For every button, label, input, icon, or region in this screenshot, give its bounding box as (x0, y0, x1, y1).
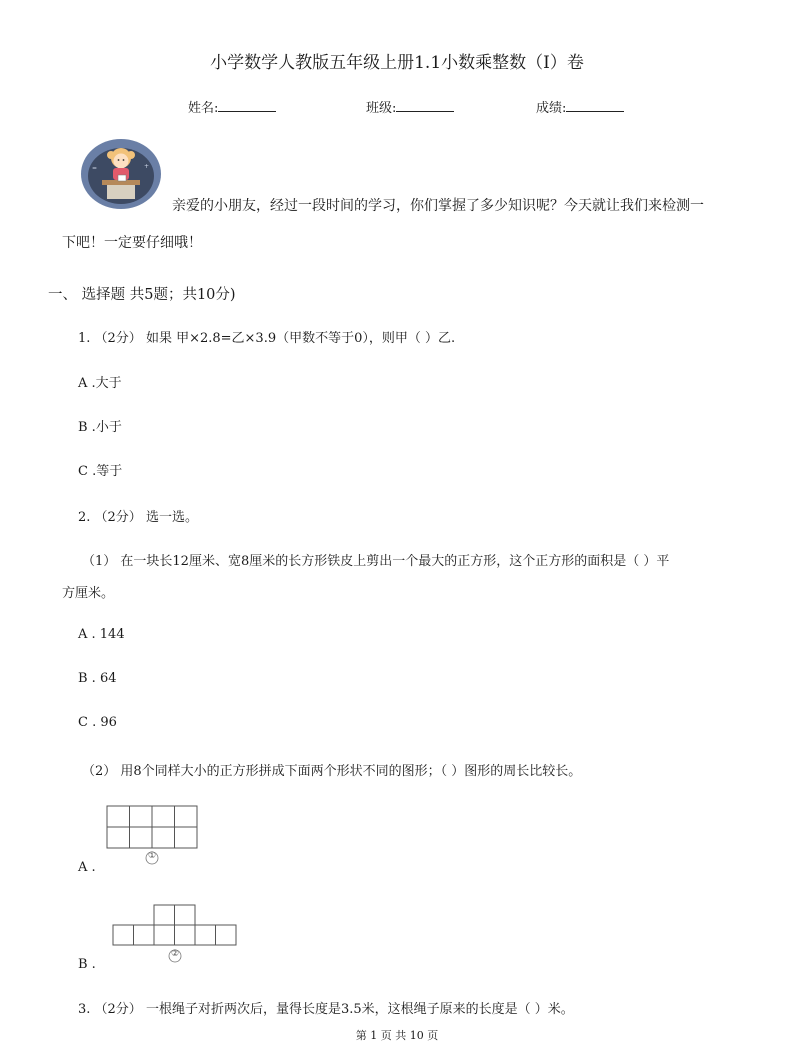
class-label: 班级: (366, 101, 397, 116)
score-blank[interactable] (566, 99, 624, 112)
question-2-stem: 2. （2分） 选一选。 (78, 510, 198, 525)
student-illustration (80, 138, 162, 210)
q1-option-a[interactable]: A .大于 (78, 376, 122, 391)
figure-2-label: ② (170, 949, 180, 959)
q1-option-c[interactable]: C .等于 (78, 464, 123, 479)
score-field[interactable] (536, 97, 624, 116)
svg-text:+: + (144, 163, 150, 170)
class-field[interactable] (366, 97, 454, 116)
question-3-stem: 3. （2分） 一根绳子对折两次后，量得长度是3.5米，这根绳子原来的长度是（ ）米。 (78, 1002, 574, 1017)
intro-line-2: 下吧！一定要仔细哦！ (62, 235, 202, 251)
q1-option-b[interactable]: B .小于 (78, 420, 122, 435)
section-heading-choice: 一、 选择题 共5题；共10分) (48, 287, 236, 303)
question-1-stem: 1. （2分） 如果 甲×2.8=乙×3.9（甲数不等于0），则甲（ ）乙. (78, 331, 456, 346)
intro-line-1: 亲爱的小朋友，经过一段时间的学习，你们掌握了多少知识呢？今天就让我们来检测一 (172, 198, 704, 214)
svg-text:=: = (92, 165, 98, 172)
q2-sub2-option-b[interactable]: B . (78, 957, 96, 972)
q2-sub1-line-1: （1） 在一块长12厘米、宽8厘米的长方形铁皮上剪出一个最大的正方形，这个正方形的面积是（ ）平 (82, 554, 670, 569)
page-title: 小学数学人教版五年级上册1.1小数乘整数（I）卷 (210, 53, 584, 73)
name-label: 姓名: (188, 101, 219, 116)
q2-sub1-line-2: 方厘米。 (62, 586, 115, 601)
q2-sub2-option-a[interactable]: A . (78, 860, 96, 875)
q2-sub1-option-c[interactable]: C . 96 (78, 715, 117, 730)
figure-1-label: ① (147, 851, 157, 861)
name-field[interactable] (188, 97, 276, 116)
name-blank[interactable] (218, 99, 276, 112)
q2-sub1-option-b[interactable]: B . 64 (78, 671, 117, 686)
page-footer: 第 1 页 共 10 页 (355, 1029, 439, 1042)
q2-sub1-option-a[interactable]: A . 144 (78, 627, 125, 642)
class-blank[interactable] (396, 99, 454, 112)
score-label: 成绩: (536, 101, 567, 116)
q2-sub2-stem: （2） 用8个同样大小的正方形拼成下面两个形状不同的图形；（ ）图形的周长比较长。 (82, 764, 582, 779)
